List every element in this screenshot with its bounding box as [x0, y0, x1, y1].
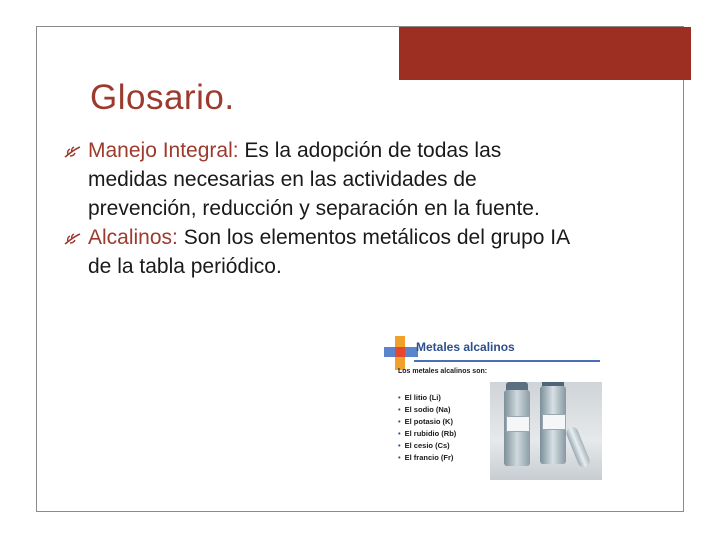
list-item: • El potasio (K)	[398, 416, 456, 428]
bullet-text: prevención, reducción y separación en la fuente.	[88, 197, 540, 220]
bullet-item	[64, 136, 694, 223]
bullet-term: Manejo Integral:	[88, 139, 239, 162]
accent-bar	[399, 27, 691, 80]
alkali-metals-figure	[384, 330, 606, 480]
bullet-item	[64, 223, 694, 281]
slide-title: Glosario.	[90, 78, 235, 117]
list-item: • El sodio (Na)	[398, 404, 456, 416]
cross-logo-center	[395, 347, 405, 357]
figure-title: Metales alcalinos	[416, 340, 515, 354]
list-item: • El cesio (Cs)	[398, 440, 456, 452]
bullet-term: Alcalinos:	[88, 226, 178, 249]
leaf-bullet-icon	[64, 232, 82, 246]
figure-header	[384, 336, 602, 362]
list-item: • El litio (Li)	[398, 392, 456, 404]
leaf-bullet-icon	[64, 145, 82, 159]
bullet-text: Es la adopción de todas las	[238, 139, 502, 162]
list-item: • El rubidio (Rb)	[398, 428, 456, 440]
vial-label	[506, 416, 530, 432]
vial-label	[542, 414, 566, 430]
bullet-text: de la tabla periódico.	[88, 255, 282, 278]
ampoule	[565, 425, 592, 468]
vials-photo	[490, 382, 602, 480]
figure-intro: Los metales alcalinos son:	[398, 368, 488, 375]
figure-underline	[414, 360, 600, 362]
figure-list	[398, 392, 456, 464]
bullet-text: medidas necesarias en las actividades de	[88, 168, 477, 191]
bullet-list	[64, 136, 694, 281]
bullet-text: Son los elementos metálicos del grupo IA	[177, 226, 571, 249]
list-item: • El francio (Fr)	[398, 452, 456, 464]
